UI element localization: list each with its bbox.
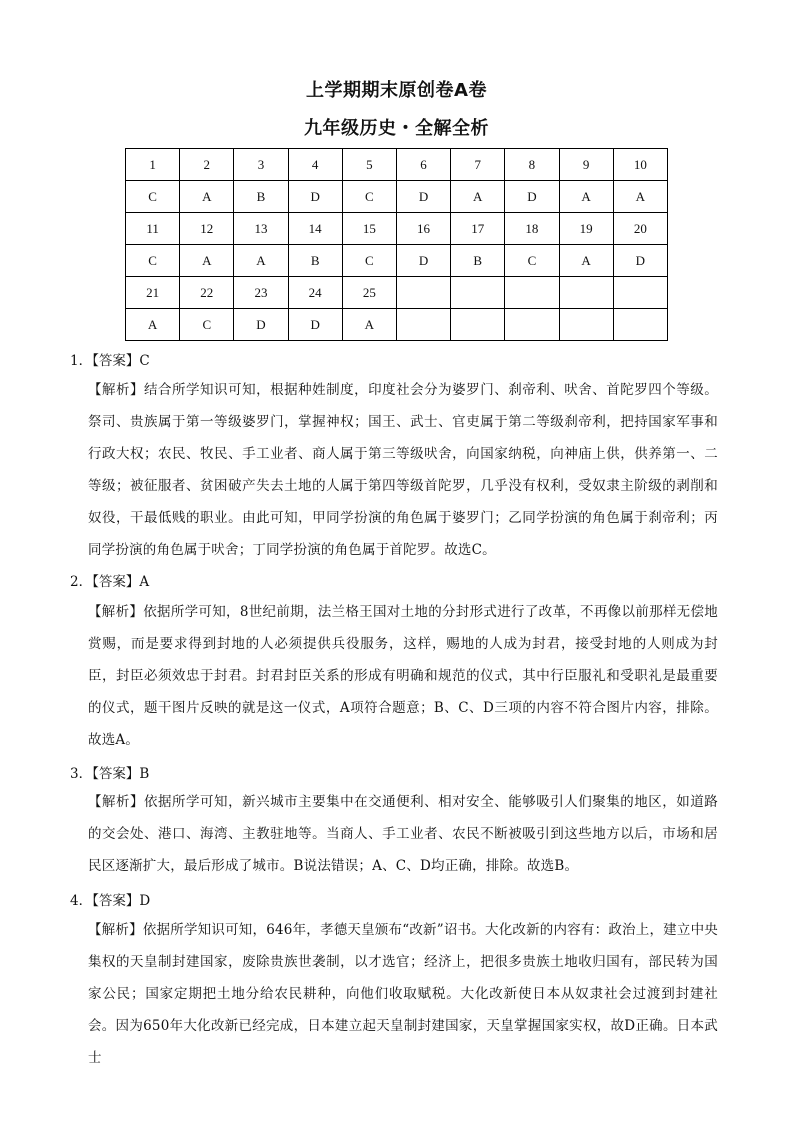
answer-table-cell: A bbox=[126, 309, 180, 341]
answer-table-cell: 10 bbox=[613, 149, 667, 181]
answer-table-cell: A bbox=[613, 181, 667, 213]
answer-table-cell: 8 bbox=[505, 149, 559, 181]
answer-table-cell bbox=[396, 277, 450, 309]
answer-table-cell: B bbox=[288, 245, 342, 277]
answer-table-row bbox=[126, 277, 668, 309]
answer-table-cell: A bbox=[559, 181, 613, 213]
answer-table-cell bbox=[505, 277, 559, 309]
answer-table-cell: D bbox=[396, 245, 450, 277]
answer-table-cell: B bbox=[234, 181, 288, 213]
answer-table-cell: 4 bbox=[288, 149, 342, 181]
answer-table-cell: A bbox=[342, 309, 396, 341]
question-3-analysis: 【解析】依据所学可知，新兴城市主要集中在交通便利、相对安全、能够吸引人们聚集的地区，如道路的交会处、港口、海湾、主教驻地等。当商人、手工业者、农民不断被吸引到这些地方以后，市场和居民区逐渐扩大，最后形成了城市。B说法错误；A、C、D均正确，排除。故选B。 bbox=[88, 794, 718, 874]
answer-table-cell: 1 bbox=[126, 149, 180, 181]
answer-table-cell: 19 bbox=[559, 213, 613, 245]
answer-table-row bbox=[126, 245, 668, 277]
answer-table-cell: 25 bbox=[342, 277, 396, 309]
question-2-answer: 2．【答案】A bbox=[70, 574, 150, 590]
answer-table-cell: 18 bbox=[505, 213, 559, 245]
answer-table-cell bbox=[505, 309, 559, 341]
answer-table-cell: B bbox=[451, 245, 505, 277]
question-1-analysis: 【解析】结合所学知识可知，根据种姓制度，印度社会分为婆罗门、刹帝利、吠舍、首陀罗四个等级。祭司、贵族属于第一等级婆罗门，掌握神权；国王、武士、官吏属于第二等级刹帝利，把持国家军事和行政大权；农民、牧民、手工业者、商人属于第三等级吠舍，向国家纳税，向神庙上供，供养第一、二等级；被征服者、贫困破产失去土地的人属于第四等级首陀罗，几乎没有权利，受奴隶主阶级的剥削和奴役，干最低贱的职业。由此可知，甲同学扮演的角色属于婆罗门；乙同学扮演的角色属于刹帝利；丙同学扮演的角色属于吠舍；丁同学扮演的角色属于首陀罗。故选C。 bbox=[88, 382, 718, 558]
answer-table-cell: 7 bbox=[451, 149, 505, 181]
answer-table-row bbox=[126, 213, 668, 245]
answer-table-cell: D bbox=[288, 309, 342, 341]
answer-table-cell: 12 bbox=[180, 213, 234, 245]
answer-table-cell: 9 bbox=[559, 149, 613, 181]
answer-table-cell: 22 bbox=[180, 277, 234, 309]
answer-table-cell bbox=[613, 309, 667, 341]
answer-table-cell: D bbox=[234, 309, 288, 341]
answer-table-cell: 17 bbox=[451, 213, 505, 245]
answer-table-cell: 13 bbox=[234, 213, 288, 245]
answer-table-cell: 5 bbox=[342, 149, 396, 181]
answer-table bbox=[125, 148, 668, 341]
answer-table-cell: 21 bbox=[126, 277, 180, 309]
answer-table-row bbox=[126, 309, 668, 341]
answer-table-cell: 6 bbox=[396, 149, 450, 181]
answer-table-cell bbox=[451, 309, 505, 341]
document-subtitle: 九年级历史・全解全析 bbox=[304, 118, 489, 139]
question-3-answer: 3．【答案】B bbox=[70, 766, 150, 782]
answer-table-cell bbox=[613, 277, 667, 309]
answer-table-cell: C bbox=[505, 245, 559, 277]
answer-table-cell: 20 bbox=[613, 213, 667, 245]
answer-table-cell bbox=[559, 309, 613, 341]
answer-table-cell: A bbox=[559, 245, 613, 277]
answer-table-cell: C bbox=[126, 181, 180, 213]
question-4-answer: 4．【答案】D bbox=[70, 893, 151, 909]
answer-table-cell: C bbox=[180, 309, 234, 341]
answer-table-cell: A bbox=[451, 181, 505, 213]
question-4-analysis: 【解析】依据所学知识可知，646年，孝德天皇颁布“改新”诏书。大化改新的内容有：政治上，建立中央集权的天皇制封建国家，废除贵族世袭制，以才选官；经济上，把很多贵族土地收归国有，部民转为国家公民；国家定期把土地分给农民耕种，向他们收取赋税。大化改新使日本从奴隶社会过渡到封建社会。因为650年大化改新已经完成，日本建立起天皇制封建国家，天皇掌握国家实权，故D正确。日本武士 bbox=[88, 922, 718, 1066]
answer-table-cell bbox=[451, 277, 505, 309]
answer-table-cell: 14 bbox=[288, 213, 342, 245]
answer-table-cell: D bbox=[396, 181, 450, 213]
answer-table-cell: 15 bbox=[342, 213, 396, 245]
answer-table-cell: D bbox=[288, 181, 342, 213]
answer-table-cell: D bbox=[505, 181, 559, 213]
answer-table-row bbox=[126, 149, 668, 181]
answer-table-cell: A bbox=[180, 245, 234, 277]
answer-table-cell: D bbox=[613, 245, 667, 277]
answer-table-cell: C bbox=[126, 245, 180, 277]
question-1-answer: 1．【答案】C bbox=[70, 353, 150, 369]
answer-table-cell: 3 bbox=[234, 149, 288, 181]
answer-table-cell bbox=[559, 277, 613, 309]
answer-table-cell: 24 bbox=[288, 277, 342, 309]
answer-table-cell: 2 bbox=[180, 149, 234, 181]
answer-table-cell: C bbox=[342, 181, 396, 213]
answer-table-cell: 16 bbox=[396, 213, 450, 245]
answer-table-cell: A bbox=[180, 181, 234, 213]
answer-table-cell: A bbox=[234, 245, 288, 277]
answer-table-cell bbox=[396, 309, 450, 341]
document-title: 上学期期末原创卷A卷 bbox=[306, 80, 487, 101]
answer-table-cell: 11 bbox=[126, 213, 180, 245]
answer-table-row bbox=[126, 181, 668, 213]
answer-table-cell: 23 bbox=[234, 277, 288, 309]
answer-table-cell: C bbox=[342, 245, 396, 277]
question-2-analysis: 【解析】依据所学可知，8世纪前期，法兰格王国对土地的分封形式进行了改革，不再像以前那样无偿地赏赐，而是要求得到封地的人必须提供兵役服务，这样，赐地的人成为封君，接受封地的人则成为封臣，封臣必须效忠于封君。封君封臣关系的形成有明确和规范的仪式，其中行臣服礼和受职礼是最重要的仪式，题干图片反映的就是这一仪式，A项符合题意；B、C、D三项的内容不符合图片内容，排除。故选A。 bbox=[88, 604, 718, 748]
